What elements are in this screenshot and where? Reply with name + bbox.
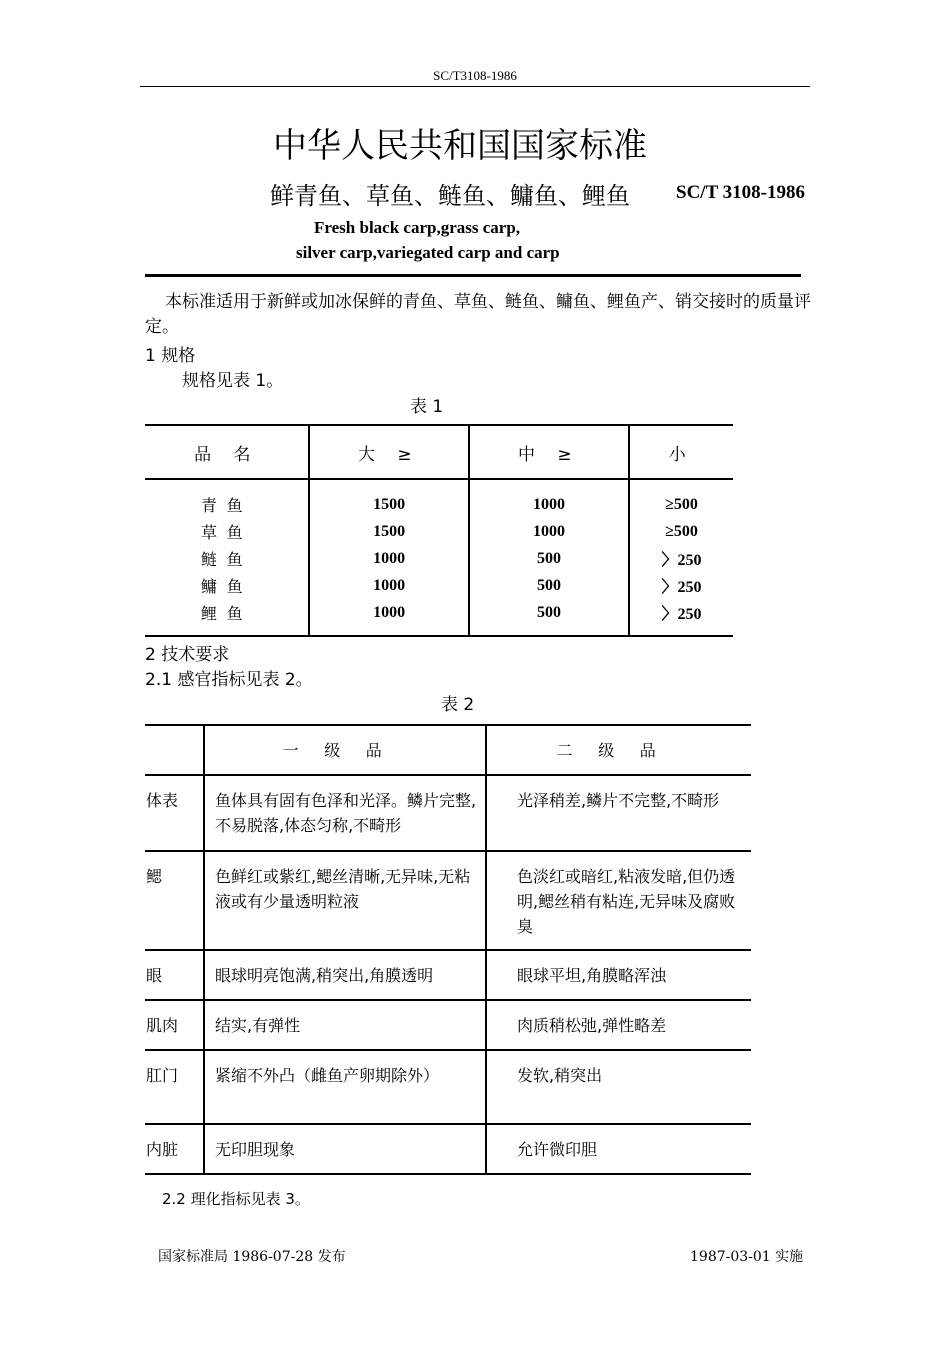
table-row (145, 572, 733, 599)
table-row (145, 1000, 751, 1050)
table-row (145, 599, 733, 636)
col-header-grade-2: 二级品 (486, 725, 751, 775)
cell-grade-2: 色淡红或暗红,粘液发暗,但仍透明,鳃丝稍有粘连,无异味及腐败臭 (486, 851, 751, 950)
section-2-1-text: 2.1 感官指标见表 2。 (145, 670, 313, 690)
cell-grade-1: 无印胆现象 (204, 1124, 486, 1174)
effective-date: 1987-03-01 实施 (690, 1249, 804, 1265)
cell-item: 体表 (145, 775, 204, 851)
sensory-table (145, 724, 751, 1175)
cell-grade-1: 色鲜红或紫红,鳃丝清晰,无异味,无粘液或有少量透明粒液 (204, 851, 486, 950)
cell-fish-name: 鲢鱼 (200, 550, 253, 569)
section-2-2-text: 2.2 理化指标见表 3。 (162, 1190, 310, 1208)
table-row (145, 1050, 751, 1124)
cell-fish-name: 鳙鱼 (200, 577, 253, 596)
english-title-line-1: Fresh black carp,grass carp, (314, 218, 521, 237)
cell-grade-1: 鱼体具有固有色泽和光泽。鳞片完整,不易脱落,体态匀称,不畸形 (204, 775, 486, 851)
col-header-medium: 中 ≥ (469, 425, 629, 479)
header-code: SC/T3108-1986 (433, 68, 517, 83)
cell-fish-name: 鲤鱼 (145, 599, 309, 636)
col-header-grade-1: 一级品 (204, 725, 486, 775)
cell-small: ≥500 (629, 518, 733, 545)
title-rule (145, 274, 801, 277)
header-rule (140, 86, 810, 87)
cell-grade-2: 光泽稍差,鳞片不完整,不畸形 (486, 775, 751, 851)
cell-small: 〉250 (629, 599, 733, 636)
spec-table (145, 424, 733, 637)
table-row (145, 545, 733, 572)
cell-item: 肌肉 (145, 1000, 204, 1050)
cell-grade-1: 结实,有弹性 (204, 1000, 486, 1050)
col-header-item (145, 725, 204, 775)
cell-grade-1: 紧缩不外凸（雌鱼产卵期除外） (204, 1050, 486, 1124)
col-header-name: 品 名 (145, 425, 309, 479)
cell-medium: 1000 (469, 518, 629, 545)
cell-large: 1000 (309, 599, 469, 636)
subtitle: 鲜青鱼、草鱼、鲢鱼、鳙鱼、鲤鱼 (270, 182, 630, 210)
cell-fish-name: 草鱼 (200, 523, 253, 542)
cell-grade-2: 允许微印胆 (486, 1124, 751, 1174)
cell-large: 1500 (309, 518, 469, 545)
standard-code: SC/T 3108-1986 (676, 182, 805, 203)
cell-large: 1000 (309, 545, 469, 572)
table-row (145, 775, 751, 851)
table-row (145, 851, 751, 950)
section-1-heading: 1 规格 (145, 346, 196, 366)
section-2-heading: 2 技术要求 (145, 645, 230, 665)
cell-item: 眼 (145, 950, 204, 1000)
cell-item: 肛门 (145, 1050, 204, 1124)
table-row (145, 1124, 751, 1174)
table-row (145, 950, 751, 1000)
table-row (145, 479, 733, 518)
cell-large: 1000 (309, 572, 469, 599)
cell-small: 〉250 (629, 545, 733, 572)
page-title: 中华人民共和国国家标准 (273, 126, 647, 166)
cell-small: 〉250 (629, 572, 733, 599)
cell-medium: 500 (469, 599, 629, 636)
table-row (145, 518, 733, 545)
cell-grade-2: 眼球平坦,角膜略浑浊 (486, 950, 751, 1000)
cell-large: 1500 (309, 479, 469, 518)
cell-medium: 500 (469, 572, 629, 599)
cell-grade-2: 肉质稍松弛,弹性略差 (486, 1000, 751, 1050)
col-header-small: 小 (629, 425, 733, 479)
issued-date: 国家标准局 1986-07-28 发布 (158, 1249, 346, 1265)
cell-medium: 500 (469, 545, 629, 572)
cell-fish-name: 青鱼 (200, 496, 253, 515)
table-1-caption: 表 1 (410, 397, 444, 417)
cell-grade-1: 眼球明亮饱满,稍突出,角膜透明 (204, 950, 486, 1000)
col-header-large: 大 ≥ (309, 425, 469, 479)
section-1-text: 规格见表 1。 (182, 371, 284, 391)
cell-item: 内脏 (145, 1124, 204, 1174)
intro-paragraph: 本标准适用于新鲜或加冰保鲜的青鱼、草鱼、鲢鱼、鳙鱼、鲤鱼产、销交接时的质量评定。 (145, 292, 811, 337)
cell-item: 鳃 (145, 851, 204, 950)
english-title-line-2: silver carp,variegated carp and carp (296, 243, 560, 262)
cell-grade-2: 发软,稍突出 (486, 1050, 751, 1124)
table-2-caption: 表 2 (441, 695, 475, 715)
cell-small: ≥500 (629, 479, 733, 518)
cell-medium: 1000 (469, 479, 629, 518)
